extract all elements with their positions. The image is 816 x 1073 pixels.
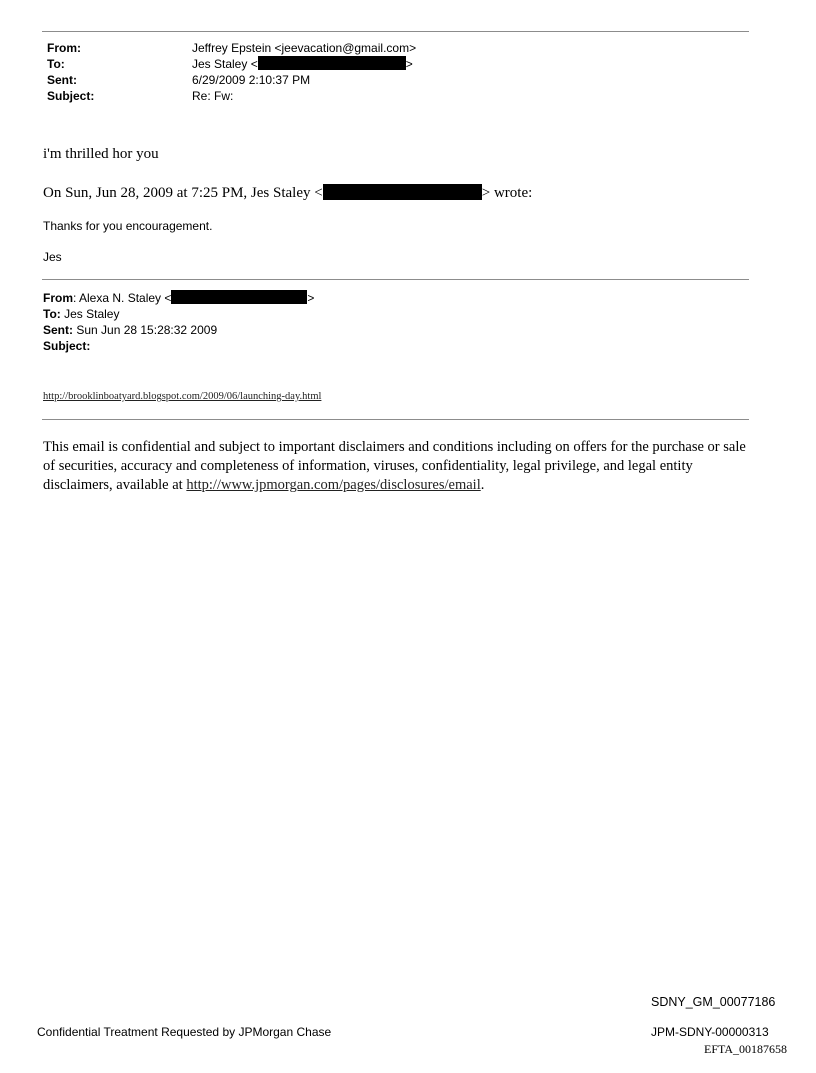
redaction-bar — [171, 290, 307, 304]
forwarded-from-row — [43, 290, 314, 306]
forwarded-subject-row — [43, 338, 90, 354]
disclaimer — [43, 438, 753, 495]
to-label: To: — [47, 57, 65, 71]
header-top-rule — [42, 31, 749, 32]
forwarded-to-value: Jes Staley — [60, 307, 120, 321]
sent-value: 6/29/2009 2:10:37 PM — [192, 73, 311, 87]
from-label: From: — [47, 41, 81, 55]
forwarded-sent-value: Sun Jun 28 15:28:32 2009 — [73, 323, 218, 337]
subject-label: Subject: — [47, 89, 95, 103]
quoted-signature: Jes — [43, 250, 62, 264]
bates-stamp-jpm: JPM-SDNY-00000313 — [651, 1025, 769, 1039]
bates-stamp-sdny: SDNY_GM_00077186 — [651, 995, 776, 1009]
confidential-note: Confidential Treatment Requested by JPMorgan Chase — [37, 1025, 332, 1039]
disclaimer-text: This email is confidential and subject to important disclaimers and conditions including on offers for the purchase or sale of securities, accuracy and completeness of information, viruses, confidentiality, legal privilege, and legal entity disclaimers, available at — [43, 439, 746, 493]
forwarded-subject-colon: : — [86, 339, 91, 353]
forwarded-to-label: To: — [43, 307, 61, 321]
forwarded-sent-row — [43, 322, 217, 338]
quote-intro-prefix: On Sun, Jun 28, 2009 at 7:25 PM, Jes Staley < — [43, 185, 323, 201]
to-suffix: > — [405, 57, 413, 71]
quote-intro — [43, 184, 532, 203]
forwarded-to-row — [43, 306, 119, 322]
bates-stamp-efta: EFTA_00187658 — [704, 1042, 788, 1056]
forwarded-from-suffix: > — [307, 291, 315, 305]
forwarded-separator-rule — [42, 279, 749, 280]
redaction-bar — [323, 184, 482, 200]
to-value — [192, 56, 413, 72]
subject-value: Re: Fw: — [192, 89, 234, 103]
quoted-line: Thanks for you encouragement. — [43, 219, 213, 233]
forwarded-from-label: From — [43, 291, 73, 305]
disclaimer-end: . — [480, 477, 485, 493]
to-prefix: Jes Staley < — [192, 57, 258, 71]
disclaimer-link[interactable]: http://www.jpmorgan.com/pages/disclosures/email — [186, 477, 481, 493]
disclaimer-rule — [42, 419, 749, 420]
reply-text: i'm thrilled hor you — [43, 146, 159, 162]
sent-label: Sent: — [47, 73, 77, 87]
redaction-bar — [258, 56, 406, 70]
from-value: Jeffrey Epstein <jeevacation@gmail.com> — [192, 41, 417, 55]
forwarded-subject-label: Subject — [43, 339, 87, 353]
forwarded-link[interactable]: http://brooklinboatyard.blogspot.com/2009/06/launching-day.html — [43, 391, 322, 402]
forwarded-sent-label: Sent: — [43, 323, 73, 337]
quote-intro-suffix: > wrote: — [481, 185, 533, 201]
forwarded-from-prefix: : Alexa N. Staley < — [73, 291, 172, 305]
